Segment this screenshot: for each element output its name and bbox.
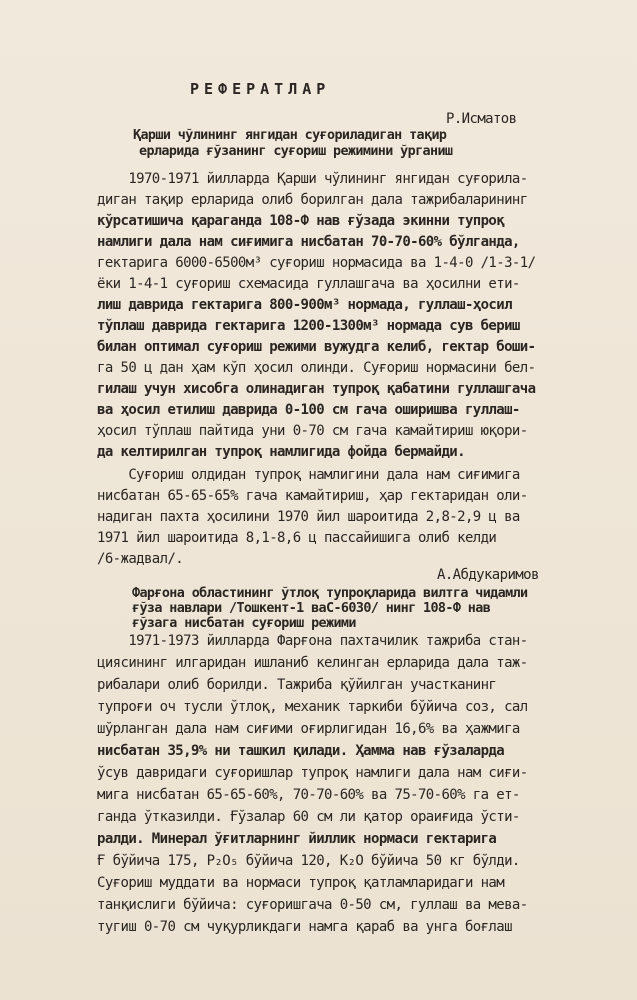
article1-title-line: ерларида ғўзанинг суғориш режимини ўрганиш xyxy=(139,144,453,159)
article1-body-line: диган тақир ерларида олиб борилган дала тажрибаларининг xyxy=(97,192,528,208)
article1-body-line: надиган пахта ҳосилини 1970 йил шароитида 2,8-2,9 ц ва xyxy=(97,509,520,525)
article1-body-line: гектарига 6000-6500м³ суғориш нормасида ва 1-4-0 /1-3-1/ xyxy=(97,255,536,271)
article1-body-line: ҳосил тўплаш пайтида уни 0-70 см гача камайтириш юқори- xyxy=(97,423,528,439)
article2-author: А.Абдукаримов xyxy=(437,567,539,583)
article1-body-line: лиш даврида гектарига 800-900м³ нормада, гуллаш-ҳосил xyxy=(97,297,512,313)
article1-body-line: ва ҳосил етилиш даврида 0-100 см гача оширишва гуллаш- xyxy=(97,402,520,418)
article1-body-line: кўрсатишича қараганда 108-Ф нав ғўзада экинни тупроқ xyxy=(97,213,505,229)
article2-body-line: танқислиги бўйича: суғоришгача 0-50 см, гуллаш ва мева- xyxy=(97,897,528,913)
article1-title-line: Қарши чўлининг янгидан суғориладиган тақир xyxy=(133,128,447,143)
article2-body-line: ганда ўтказилди. Ғўзалар 60 см ли қатор ораиғида ўсти- xyxy=(97,809,520,825)
article2-body-line: рибалари олиб борилди. Тажриба қўйилган участканинг xyxy=(97,677,497,693)
article2-body-line: тугиш 0-70 см чуқурликдаги намга қараб ва унга боғлаш xyxy=(97,919,512,935)
article2-body-line: шўрланган дала нам сиғими оғирлигидан 16,6% ва ҳажмига xyxy=(97,721,520,737)
article2-body-line: мига нисбатан 65-65-60%, 70-70-60% ва 75-70-60% га ет- xyxy=(97,787,520,803)
article1-body-line: намлиги дала нам сиғимига нисбатан 70-70-60% бўлганда, xyxy=(97,234,520,250)
article1-body-line: 1970-1971 йилларда Қарши чўлининг янгидан суғорила- xyxy=(97,171,528,187)
article1-body-line: билан оптимал суғориш режими вужудга келиб, гектар боши- xyxy=(97,339,536,355)
article2-body-line: ралди. Минерал ўғитларнинг йиллик нормаси гектарига xyxy=(97,831,497,847)
article2-body-line: Суғориш муддати ва нормаси тупроқ қатламларидаги нам xyxy=(97,875,505,891)
article1-body-line: ёки 1-4-1 суғориш схемасида гуллашгача ва ҳосилни ети- xyxy=(97,276,520,292)
article1-body-line: нисбатан 65-65-65% гача камайтириш, ҳар гектаридан оли- xyxy=(97,488,528,504)
article2-body-line: 1971-1973 йилларда Фарғона пахтачилик тажриба стан- xyxy=(97,633,528,649)
article2-body-line: ўсув давридаги суғоришлар тупроқ намлиги дала нам сиғи- xyxy=(97,765,528,781)
article1-body-line: да келтирилган тупроқ намлигида фойда бермайди. xyxy=(97,444,465,460)
page-heading: РЕФЕРАТЛАР xyxy=(190,80,331,98)
article2-title-line: ғўза навлари /Тошкент-1 ваС-6030/ нинг 108-Ф нав xyxy=(132,601,491,616)
article1-body-line: Суғориш олдидан тупроқ намлигини дала нам сиғимига xyxy=(97,467,520,483)
article2-body-line: Ғ бўйича 175, Р₂О₅ бўйича 120, К₂О бўйича 50 кг бўлди. xyxy=(97,853,520,869)
article2-title-line: ғўзага нисбатан суғориш режими xyxy=(132,616,356,631)
article2-body-line: тупроғи оч тусли ўтлоқ, механик таркиби бўйича соз, сал xyxy=(97,699,528,715)
article1-body-line: /6-жадвал/. xyxy=(97,551,184,567)
article1-body-line: 1971 йил шароитида 8,1-8,6 ц пассайишига олиб келди xyxy=(97,530,497,546)
article1-body-line: тўплаш даврида гектарига 1200-1300м³ нормада сув бериш xyxy=(97,318,520,334)
article1-author: Р.Исматов xyxy=(446,111,517,127)
article1-body-line: га 50 ц дан ҳам кўп ҳосил олинди. Суғориш нормасини бел- xyxy=(97,360,536,376)
article2-body-line: циясининг илгаридан ишланиб келинган ерларида дала таж- xyxy=(97,655,528,671)
article2-body-line: нисбатан 35,9% ни ташкил қилади. Ҳамма нав ғўзаларда xyxy=(97,743,505,759)
article2-title-line: Фарғона областининг ўтлоқ тупроқларида вилтга чидамли xyxy=(132,586,528,601)
article1-body-line: гилаш учун хисобга олинадиган тупроқ қабатини гуллашгача xyxy=(97,381,536,397)
